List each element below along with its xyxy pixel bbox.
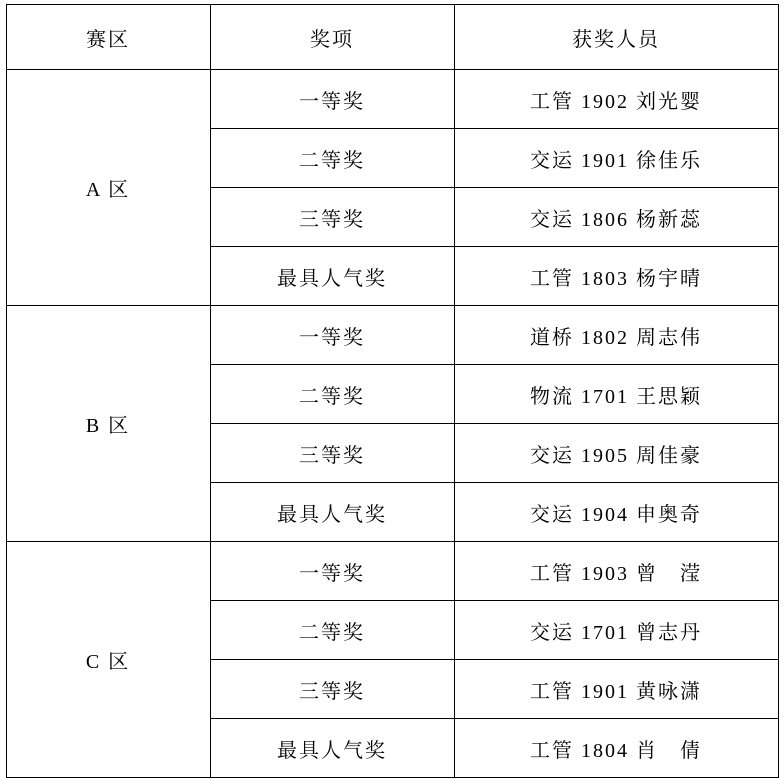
winner-cell: 工管 1903 曾 滢 — [454, 542, 778, 601]
award-results-table — [6, 4, 779, 778]
winner-cell: 工管 1901 黄咏潇 — [454, 660, 778, 719]
award-cell: 最具人气奖 — [210, 247, 454, 306]
table-header-row — [6, 5, 778, 70]
table-row — [6, 542, 778, 601]
zone-cell: A 区 — [6, 70, 210, 306]
column-header-winner: 获奖人员 — [454, 5, 778, 70]
winner-cell: 工管 1902 刘光婴 — [454, 70, 778, 129]
award-cell: 一等奖 — [210, 306, 454, 365]
award-cell: 一等奖 — [210, 542, 454, 601]
award-cell: 最具人气奖 — [210, 719, 454, 778]
award-cell: 三等奖 — [210, 660, 454, 719]
winner-cell: 交运 1901 徐佳乐 — [454, 129, 778, 188]
award-cell: 二等奖 — [210, 129, 454, 188]
table-row — [6, 70, 778, 129]
winner-cell: 交运 1904 申奥奇 — [454, 483, 778, 542]
award-cell: 二等奖 — [210, 365, 454, 424]
winner-cell: 道桥 1802 周志伟 — [454, 306, 778, 365]
award-cell: 最具人气奖 — [210, 483, 454, 542]
zone-cell: B 区 — [6, 306, 210, 542]
winner-cell: 交运 1806 杨新蕊 — [454, 188, 778, 247]
winner-cell: 物流 1701 王思颖 — [454, 365, 778, 424]
zone-cell: C 区 — [6, 542, 210, 778]
winner-cell: 交运 1905 周佳豪 — [454, 424, 778, 483]
award-cell: 三等奖 — [210, 188, 454, 247]
column-header-award: 奖项 — [210, 5, 454, 70]
winner-cell: 工管 1803 杨宇晴 — [454, 247, 778, 306]
winner-cell: 交运 1701 曾志丹 — [454, 601, 778, 660]
winner-cell: 工管 1804 肖 倩 — [454, 719, 778, 778]
award-cell: 三等奖 — [210, 424, 454, 483]
award-cell: 二等奖 — [210, 601, 454, 660]
award-cell: 一等奖 — [210, 70, 454, 129]
table-row — [6, 306, 778, 365]
column-header-zone: 赛区 — [6, 5, 210, 70]
